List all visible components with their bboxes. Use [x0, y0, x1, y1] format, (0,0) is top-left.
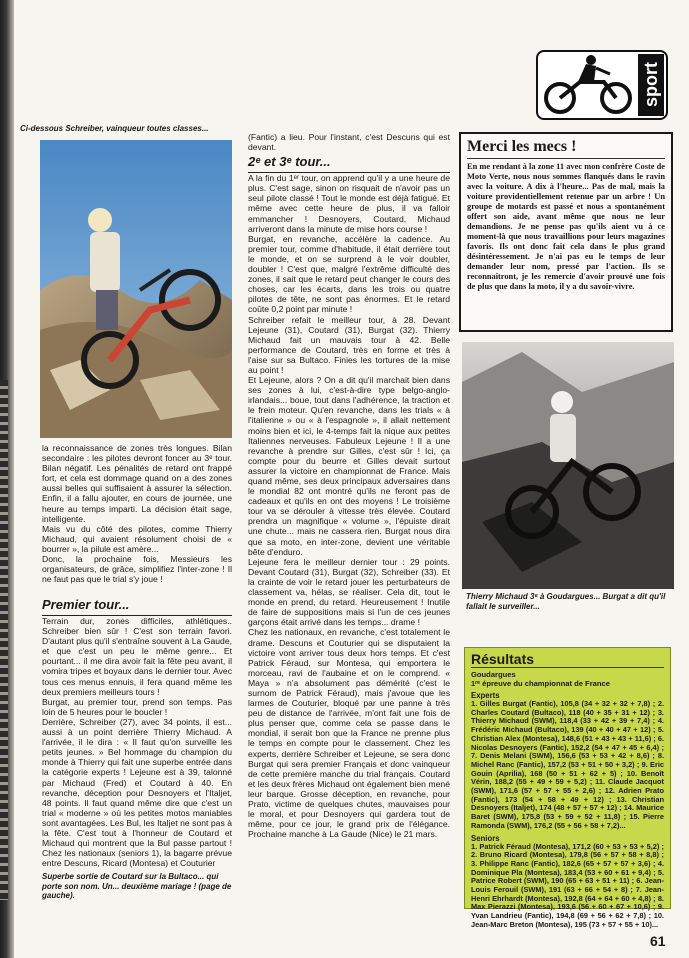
- col2-paragraph: (Fantic) a lieu. Pour l'instant, c'est Descuns qui est devant.: [248, 132, 450, 153]
- col2-paragraph: Schreiber refait le meilleur tour, à 28. Devant Lejeune (31), Coutard (31), Burgat (32). Thierry Michaud fait un mauvais tour à 42. Belle performance de Coutard, très en forme et très à l'aise sur sa Bultaco. Finies les tortures de la mise au point !: [248, 314, 450, 375]
- results-title: Résultats: [471, 651, 664, 668]
- col2-paragraph: Chez les nationaux, en revanche, c'est totalement le drame. Descuns et Couturier qui se disputaient la victoire vont arriver tous deux hors temps. Et c'est Patrick Féraud, sur Montesa, qui emportera le morceau, ravi de l'aubaine et on le comprend. « Maya » n'a absolument pas démérité (c'est le surnom de Patrick Féraud), mais j'avoue que les larmes de Couturier, bloqué par une panne à très peu de distance de l'arrivée, m'ont fait une fois de plus penser que, comme cela se passe dans le mondial, il serait bon que la France ne prenne plus le temps en compte pour le classement. Chez les experts, derrière Schreiber et Lejeune, se sera donc Burgat qui sera premier Français et donc vainqueur de cette première manche du trial français. Coutard et les deux frères Michaud ont également bien mené leur barque. Grosse déception, en revanche, pour Prato, victime de quelques chutes, mauvaises pour le moral, et pour Desnoyers qui gardera tout de même, pour ce jour, le grand prix de l'élégance. Prochaine manche à La Gaude (Nice) le 21 mars.: [248, 627, 450, 840]
- top-photo-caption: Ci-dessous Schreiber, vainqueur toutes classes...: [20, 124, 209, 133]
- page-number: 61: [650, 933, 666, 949]
- section-heading-2e-3e-tour: 2ᵉ et 3ᵉ tour...: [248, 154, 331, 170]
- sport-section-logo: [536, 50, 668, 120]
- sport-label: sport: [638, 54, 664, 116]
- column-1-text-a: [42, 443, 232, 593]
- col2-paragraph: Lejeune fera le meilleur dernier tour : 29 points. Devant Coutard (31), Burgat (32), Schreiber (33). Et la crainte de voir le retard jouer les perturbateurs de classement va, hélas, se réaliser. Cela dit, tout le monde en prend, du retard. Heureusement ! Inutile de faire de suppositions mais si l'un de ces jeunes garçons était arrivé dans les temps... drame !: [248, 556, 450, 628]
- results-seniors-label: Seniors: [471, 833, 500, 843]
- col1-paragraph: la reconnaissance de zones très longues. Bilan secondaire : les pilotes devront foncer au 3ᵉ tour. Bilan négatif. Les pénalités de retard ont frappé fort, et cela est dommage quand on a des zones aussi belles qui suffisaient à assurer la sélection. Enfin, il a fallu ajouter, en cours de journée, une heure au temps imparti. La décision était sage, intelligente.: [42, 443, 232, 524]
- merci-les-mecs-box: [459, 132, 673, 332]
- page-edge-marks: [0, 380, 8, 900]
- col1-paragraph: Burgat, au premier tour, prend son temps. Pas loin de 5 heures pour le boucler !: [42, 696, 232, 717]
- results-location: Goudargues: [471, 670, 516, 679]
- right-photo-caption: Thierry Michaud 3ᵉ à Goudargues... Burgat a dit qu'il fallait le surveiller...: [466, 592, 666, 611]
- right-caption-wrap: [466, 592, 674, 616]
- col1-paragraph: Derrière, Schreiber (27), avec 34 points, il est... aussi à un point derrière Thierry Michaud. A l'arrivée, il le dira : « Il faut qu'on surveille les petits jeunes. » Bel hommage du champion du monde à Thierry qui fait une superbe entrée dans la catégorie experts ! Lejeune est à 39, talonné par Michaud (Fred) et Coutard à 40. En revanche, déception pour Desnoyers et l'Italjet, 48 points. Il faut quand même dire que c'est un trial « moderne » où les petites motos maniables sont avantagées. Les Bul, les Italjet ne sont pas à la fête. C'est tout à l'honneur de Coutard et Michaud qui montrent que la Bul passe partout ! Chez les nationaux (seniors 1), la bagarre prévue entre Descuns, Ricard (Montesa) et Couturier: [42, 716, 232, 869]
- bottom-photo-caption: Superbe sortie de Coutard sur la Bultaco... qui porte son nom. Un... deuxième mariage ! (page de gauche).: [42, 872, 232, 901]
- schreiber-photo: [40, 140, 232, 438]
- col2-paragraph: A la fin du 1ᵉʳ tour, on apprend qu'il y a une heure de plus. C'est sage, sinon on risquait de n'avoir pas un seul pilote classé ! Tout le monde est déjà fatigué. Et même avec cette heure de plus, il va falloir emmancher ! Desnoyers, Coutard, Michaud arriveront dans la minute de mise hors course !: [248, 173, 450, 234]
- col1-paragraph: Mais vu du côté des pilotes, comme Thierry Michaud, qui avaient résolument choisi de « bourrer », la pilule est amère...: [42, 523, 232, 554]
- results-event: 1ʳᵉ épreuve du championnat de France: [471, 679, 610, 688]
- col2-paragraph: Burgat, en revanche, accélère la cadence. Au premier tour, comme d'habitude, il était derrière tout le monde, et on se surprend à le voir doubler, doubler ! C'est que, malgré l'extrême difficulté des zones, il sait que le retard peut changer le cours des choses, car les écarts, dans les trois ou quatre pilotes de tête, ne sont pas énormes. Et le retard coûte 0,2 point par minute !: [248, 233, 450, 315]
- merci-body: En me rendant à la zone 11 avec mon confrère Coste de Moto Verte, nous nous sommes flanqués dans le ravin avec la voiture. A dix à l'heure... Pas de mal, mais la voiture providentiellement retenue par un arbre ! Un groupe de motards est passé et nous a spontanément offert son aide, avant même que nous ne leur demandions. Je ne pense pas qu'ils aient vu à ce moment-là que nous travaillions pour leurs magazines favoris. Ils ont donc fait cela dans le plus grand désintéressement. Je n'ai pas eu le temps de leur demander leur nom, pressé par l'action. Ils se reconnaîtront, je les remercie d'avoir prouvé une fois de plus que dans la moto, il y a du savoir-vivre.: [467, 162, 665, 291]
- column-2: [248, 132, 450, 922]
- col1-paragraph: Donc, la prochaine fois, Messieurs les organisateurs, de grâce, simplifiez l'inter-zone ! Il ne faut pas que le trial s'y joue !: [42, 554, 232, 585]
- section-heading-premier-tour: Premier tour...: [42, 597, 130, 612]
- col1-paragraph: Terrain dur, zones difficiles, athlétiques.. Schreiber bien sûr ! C'est son terrain favori. D'autant plus qu'il s'entraîne souvent à La Gaude, et que c'est un peu le même genre... Et pourtant... il me dira avoir fait la fête peu avant, il vomira tripes et boyaux dans le dernier tour. Avec tous ces menus ennuis, il fera quand même les deux premiers meilleurs tours !: [42, 616, 232, 697]
- results-seniors-list: 1. Patrick Féraud (Montesa), 171,2 (60 + 53 + 53 + 5,2) ; 2. Bruno Ricard (Montesa), 179,8 (56 + 57 + 58 + 8,8) ; 3. Philippe Ranc (Fantic), 182,6 (65 + 57 + 57 + 3,6) ; 4. Dominique Pla (Montesa), 183,4 (53 + 60 + 61 + 9,4) ; 5. Patrice Robert (SWM), 190 (65 + 63 + 51 + 11) ; 6. Jean-Louis Ferouil (SWM), 191 (63 + 66 + 54 + 8) ; 7. Jean-Henri Ehrhardt (Montesa), 192,8 (64 + 64 + 60 + 4,8) ; 8. Max Pierazzi (Montesa), 193,6 (56 + 60 + 67 + 10,6) ; 9. Yvan Landrieu (Fantic), 194,8 (69 + 56 + 62 + 7,8) ; 10. Jean-Marc Breton (Montesa), 195 (73 + 57 + 55 + 10)...: [471, 841, 664, 929]
- trial-rider-logo-icon: [538, 52, 642, 118]
- results-box: [464, 647, 671, 929]
- column-1-text-b: [42, 595, 232, 947]
- results-experts-label: Experts: [471, 691, 500, 700]
- results-experts-list: 1. Gilles Burgat (Fantic), 105,8 (34 + 32 + 32 + 7,8) ; 2. Charles Coutard (Bultaco), 118 (40 + 35 + 31 + 12) ; 3. Thierry Michaud (SWM), 118,4 (33 + 42 + 39 + 7,4) ; 4. Frédéric Michaud (Bultaco), 139 (40 + 40 + 47 + 12) ; 5. Christian Alex (Montesa), 148,6 (51 + 43 + 43 + 11,6) ; 6. Nicolas Desnoyers (Fantic), 152,2 (54 + 47 + 45 + 6,4) ; 7. Denis Melani (SWM), 156,6 (53 + 53 + 42 + 8,6) ; 8. Michel Ranc (Fantic), 157,2 (53 + 51 + 50 + 3,2) ; 9. Eric Gouin (Aprilia), 168 (50 + 51 + 62 + 5) ; 10. Benoît Vérin, 188,2 (55 + 49 + 59 + 5,2) ; 11. Claude Jacquot (SWM), 171,6 (57 + 57 + 55 + 2,6) ; 12. Adrien Prato (Fantic), 173 (54 + 58 + 49 + 12) ; 13. Christian Desnoyers (Italjet), 174 (48 + 57 + 57 + 12) ; 14. Maurice Baret (SWM), 175,8 (53 + 59 + 52 + 11,8) ; 15. Pierre Ramonda (SWM), 176,2 (55 + 56 + 58 + 7,2)...: [471, 699, 664, 830]
- merci-title: Merci les mecs !: [467, 138, 665, 159]
- col2-paragraph: Et Lejeune, alors ? On a dit qu'il marchait bien dans ses zones à lui, c'est-à-dire type belgo-anglo-irlandais... boue, tout dans l'adhérence, la traction et le frein moteur. Qu'en revanche, dans les trials « à l'italienne » ou « à l'espagnole », il allait nettement moins bien et ici, le 4-temps fait la nique aux petites Italiennes nerveuses. Fabuleux Lejeune ! Il a une revanche à prendre sur Gilles, c'est sûr ! Ici, ça compte pour du beurre et Gilles devait surtout assurer la victoire en championnat de France. Mais quand même, ses deux principaux adversaires dans le mondial 82 ont montré qu'ils ne feront pas de cadeaux et qu'ils en ont des moyens ! Le troisième tour va se dérouler à vitesse très élevée. Coutard prendra un magnifique « volume », l'épuiste dirait une chute... mais ne cassera rien. Burgat nous dira que sa moto, en inter-zone, devient une véritable bête d'enduro.: [248, 375, 450, 557]
- michaud-photo: [462, 342, 674, 589]
